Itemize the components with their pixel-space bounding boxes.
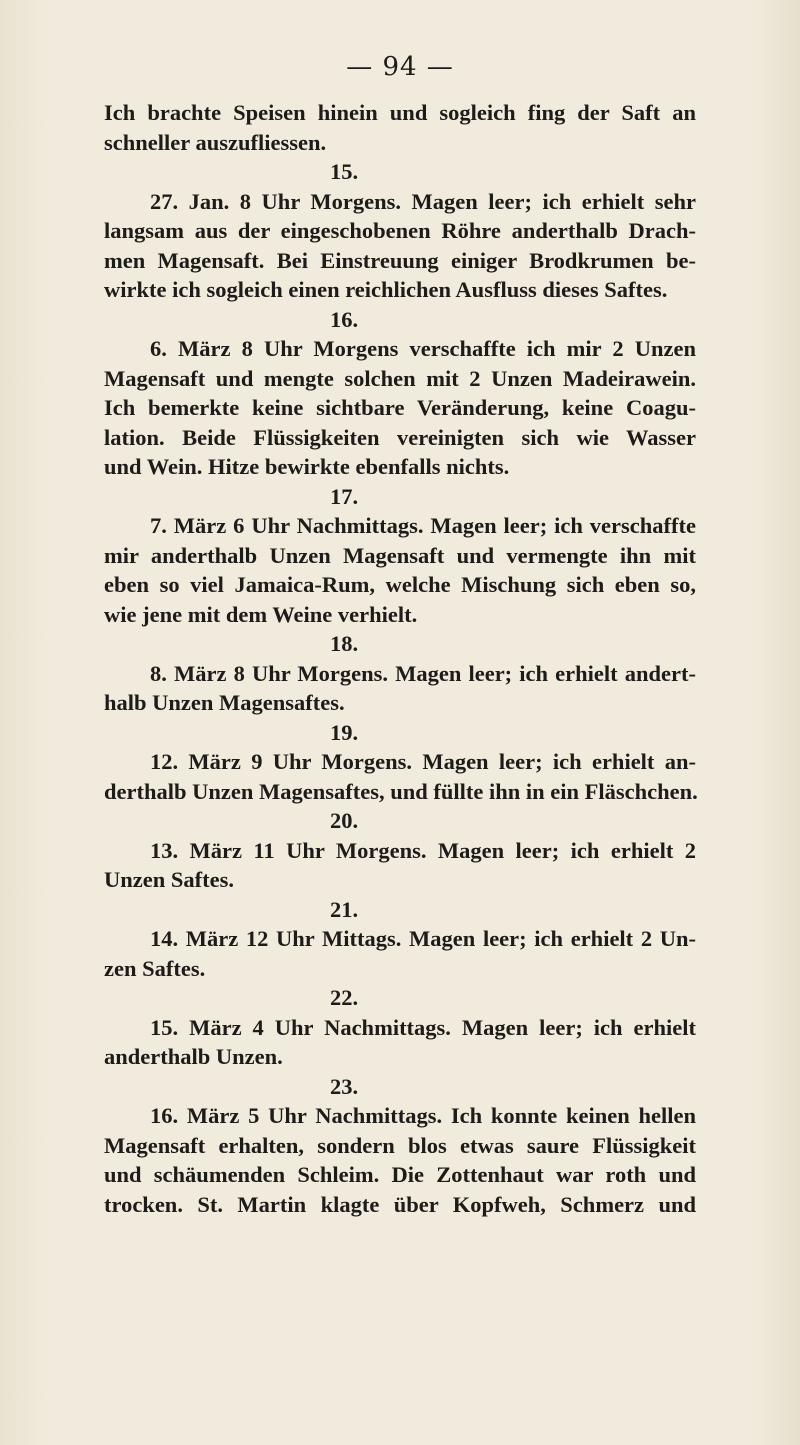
text-line: 14. März 12 Uhr Mittags. Magen leer; ich erhielt 2 Un- bbox=[150, 926, 696, 951]
text-line: Ich bemerkte keine sichtbare Veränderung, keine Coagu- bbox=[104, 395, 696, 420]
text-line: wirkte ich sogleich einen reichlichen Ausfluss dieses Saftes. bbox=[104, 277, 668, 302]
entry-number: 22. bbox=[330, 985, 359, 1010]
entry-number: 21. bbox=[330, 896, 359, 922]
entry-number: 18. bbox=[330, 631, 359, 656]
text-line: lation. Beide Flüssigkeiten vereinigten sich wie Wasser bbox=[104, 424, 696, 450]
paragraph bbox=[104, 659, 696, 718]
text-line: 13. März 11 Uhr Morgens. Magen leer; ich erhielt 2 bbox=[150, 837, 696, 863]
entry-number: 20. bbox=[330, 808, 359, 833]
text-line: zen Saftes. bbox=[104, 955, 206, 981]
text-line: und Wein. Hitze bewirkte ebenfalls nichts. bbox=[104, 454, 510, 479]
text-line: 12. März 9 Uhr Morgens. Magen leer; ich erhielt an- bbox=[150, 749, 696, 774]
text-line: Unzen Saftes. bbox=[104, 867, 234, 892]
text-line: Magensaft und mengte solchen mit 2 Unzen Madeirawein. bbox=[104, 365, 696, 391]
text-line: derthalb Unzen Magensaftes, und füllte ihn in ein Fläschchen. bbox=[104, 778, 698, 804]
paragraph bbox=[104, 747, 696, 806]
text-line: anderthalb Unzen. bbox=[104, 1044, 283, 1069]
text-line: 8. März 8 Uhr Morgens. Magen leer; ich erhielt andert- bbox=[150, 660, 696, 686]
page-number: — 94 — bbox=[346, 52, 454, 82]
text-line: Ich brachte Speisen hinein und sogleich fing der Saft an bbox=[104, 100, 696, 125]
text-line: 15. März 4 Uhr Nachmittags. Magen leer; ich erhielt bbox=[150, 1014, 696, 1040]
text-line: 7. März 6 Uhr Nachmittags. Magen leer; ich verschaffte bbox=[150, 513, 696, 538]
paragraph bbox=[104, 924, 696, 983]
paragraph bbox=[104, 511, 696, 629]
paragraph bbox=[104, 187, 696, 305]
entry-number: 19. bbox=[330, 719, 359, 745]
entry-number: 23. bbox=[330, 1073, 359, 1099]
text-line: schneller auszufliessen. bbox=[104, 129, 327, 155]
text-line: Magensaft erhalten, sondern blos etwas saure Flüssigkeit bbox=[104, 1132, 696, 1158]
paragraph bbox=[104, 1101, 696, 1219]
text-line: trocken. St. Martin klagte über Kopfweh, Schmerz und bbox=[104, 1191, 696, 1217]
entry-number: 17. bbox=[330, 483, 359, 509]
text-line: eben so viel Jamaica-Rum, welche Mischung sich eben so, bbox=[104, 572, 696, 597]
paragraph bbox=[104, 98, 696, 157]
paragraph bbox=[104, 1013, 696, 1072]
entry-number: 15. bbox=[330, 159, 359, 184]
paragraph bbox=[104, 334, 696, 482]
text-line: 27. Jan. 8 Uhr Morgens. Magen leer; ich erhielt sehr bbox=[150, 188, 696, 214]
text-line: langsam aus der eingeschobenen Röhre anderthalb Drach- bbox=[104, 218, 696, 243]
text-line: 16. März 5 Uhr Nachmittags. Ich konnte keinen hellen bbox=[150, 1103, 696, 1128]
text-line: 6. März 8 Uhr Morgens verschaffte ich mir 2 Unzen bbox=[150, 336, 696, 361]
text-line: und schäumenden Schleim. Die Zottenhaut war roth und bbox=[104, 1162, 696, 1187]
entry-number: 16. bbox=[330, 306, 359, 332]
text-line: mir anderthalb Unzen Magensaft und vermengte ihn mit bbox=[104, 542, 696, 568]
text-line: men Magensaft. Bei Einstreuung einiger Brodkrumen be- bbox=[104, 247, 696, 273]
text-line: wie jene mit dem Weine verhielt. bbox=[104, 601, 418, 627]
paragraph bbox=[104, 836, 696, 895]
text-line: halb Unzen Magensaftes. bbox=[104, 690, 345, 715]
body-text bbox=[104, 98, 696, 1219]
